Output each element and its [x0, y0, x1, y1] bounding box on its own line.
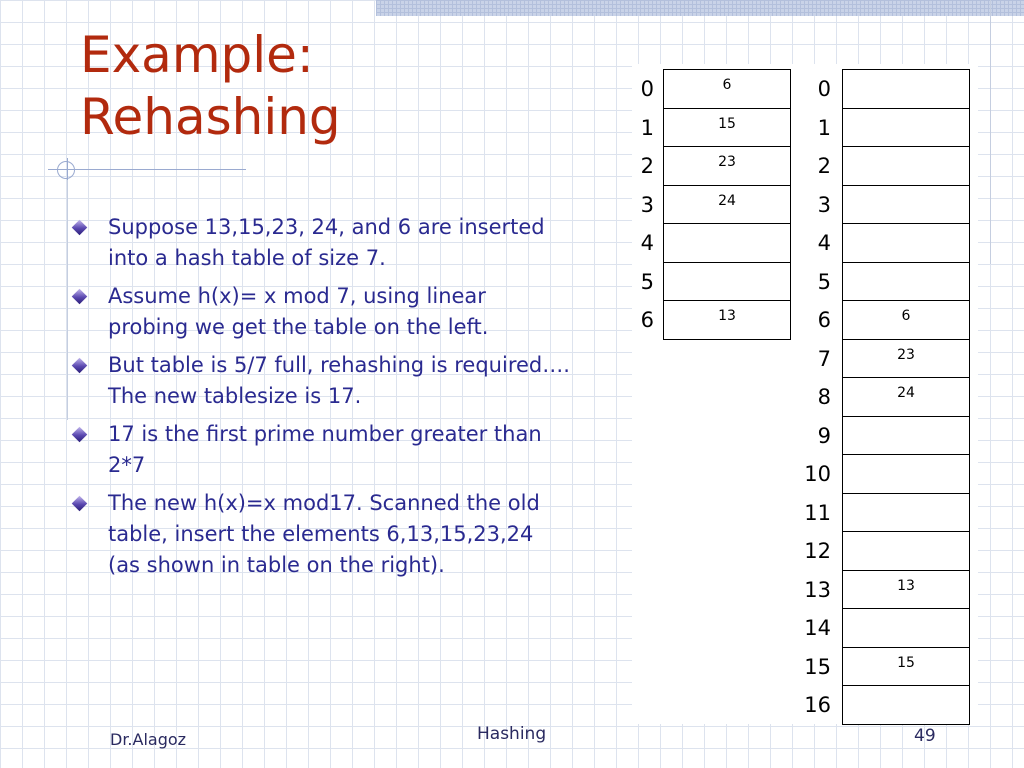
slot-index: 14	[804, 616, 831, 640]
footer-author: Dr.Alagoz	[110, 730, 187, 749]
diamond-bullet-icon	[72, 220, 88, 236]
slot-cell: 6	[842, 300, 970, 340]
slot-index: 12	[804, 539, 831, 563]
slot-cell	[842, 262, 970, 302]
slot-cell: 15	[842, 647, 970, 687]
list-item: The new h(x)=x mod17. Scanned the old table, insert the elements 6,13,15,23,24 (as shown in table on the right).	[72, 488, 572, 581]
slot-cell	[842, 531, 970, 571]
slot-cell	[842, 493, 970, 533]
slot-index: 7	[817, 346, 831, 371]
list-item: Suppose 13,15,23, 24, and 6 are inserted into a hash table of size 7.	[72, 212, 572, 274]
slot-cell	[842, 685, 970, 725]
title-rule-ring-icon	[57, 161, 75, 179]
slot-index: 6	[817, 308, 831, 332]
slot-index: 0	[640, 77, 654, 101]
slot-cell	[842, 108, 970, 148]
slot-index: 16	[804, 693, 831, 717]
slot-index: 2	[817, 154, 831, 178]
slot-index: 4	[640, 231, 654, 255]
slot-index: 11	[804, 500, 831, 525]
slot-index: 4	[817, 231, 831, 255]
diamond-bullet-icon	[72, 358, 88, 374]
footer-topic: Hashing	[477, 724, 547, 744]
slot-cell	[842, 416, 970, 456]
slot-cell	[842, 223, 970, 263]
slot-index: 3	[817, 192, 831, 217]
slot-index: 0	[817, 77, 831, 101]
list-item: But table is 5/7 full, rehashing is required…. The new tablesize is 17.	[72, 350, 572, 412]
slot-cell	[842, 185, 970, 225]
slot-index: 10	[804, 462, 831, 486]
slot-cell	[842, 69, 970, 109]
diamond-bullet-icon	[72, 496, 88, 512]
slot-cell: 13	[663, 300, 791, 340]
slot-cell: 13	[842, 570, 970, 610]
slot-cell	[842, 608, 970, 648]
list-item: Assume h(x)= x mod 7, using linear probing we get the table on the left.	[72, 281, 572, 343]
slot-cell: 24	[663, 185, 791, 225]
slot-index: 1	[817, 115, 831, 140]
slide-title	[80, 24, 341, 148]
slot-cell	[842, 146, 970, 186]
slot-cell: 23	[663, 146, 791, 186]
slot-index: 8	[817, 385, 831, 409]
slot-cell: 23	[842, 339, 970, 379]
title-line-1: Example:	[80, 26, 314, 84]
slot-index: 5	[640, 269, 654, 294]
title-line-2: Rehashing	[80, 88, 341, 146]
slot-cell	[663, 262, 791, 302]
slot-cell: 24	[842, 377, 970, 417]
slot-cell: 15	[663, 108, 791, 148]
slot-index: 2	[640, 154, 654, 178]
slot-cell	[663, 223, 791, 263]
slot-cell: 6	[663, 69, 791, 109]
right-decorative-line	[990, 0, 991, 264]
diamond-bullet-icon	[72, 427, 88, 443]
slot-index: 6	[640, 308, 654, 332]
left-decorative-line	[67, 180, 68, 420]
bullet-list	[72, 212, 572, 588]
diamond-bullet-icon	[72, 289, 88, 305]
slot-index: 5	[817, 269, 831, 294]
slot-index: 9	[817, 423, 831, 448]
slot-index: 3	[640, 192, 654, 217]
title-rule	[48, 169, 246, 170]
slot-index: 1	[640, 115, 654, 140]
slot-index: 15	[804, 654, 831, 679]
slot-cell	[842, 454, 970, 494]
slot-index: 13	[804, 577, 831, 602]
top-decorative-band	[376, 0, 1024, 16]
footer-page-number: 49	[914, 726, 936, 746]
list-item: 17 is the first prime number greater than 2*7	[72, 419, 572, 481]
